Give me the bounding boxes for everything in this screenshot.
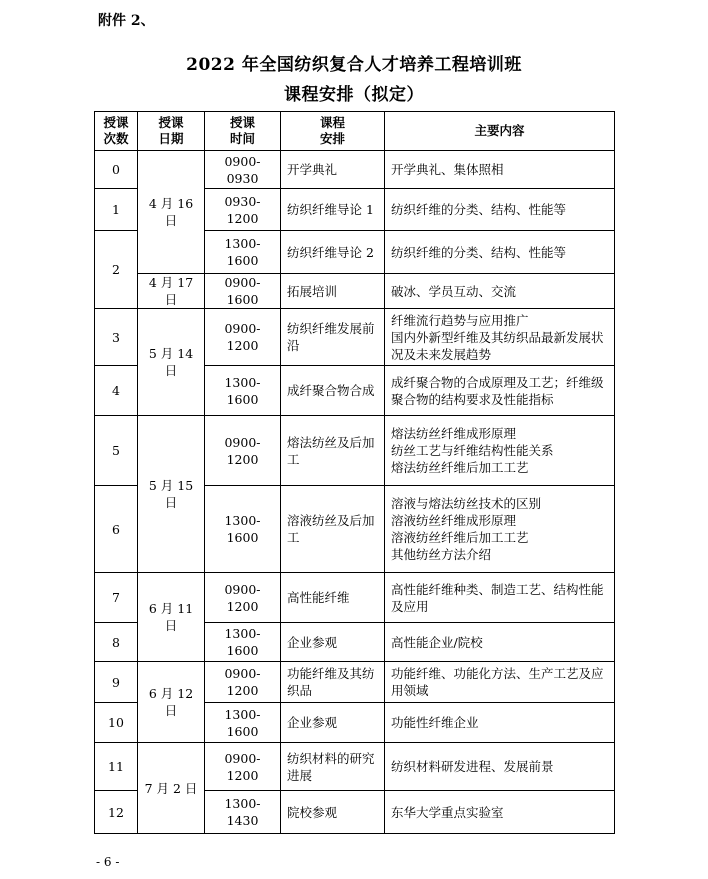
content-cell: 纺织纤维的分类、结构、性能等	[385, 231, 615, 274]
session-cell: 3	[95, 309, 138, 366]
content-cell: 高性能纤维种类、制造工艺、结构性能及应用	[385, 573, 615, 623]
course-cell: 纺织材料的研究进展	[281, 743, 385, 791]
table-row	[95, 662, 615, 703]
session-cell: 4	[95, 366, 138, 416]
table-row	[95, 573, 615, 623]
session-cell: 2	[95, 231, 138, 309]
course-cell: 熔法纺丝及后加工	[281, 416, 385, 486]
content-cell: 破冰、学员互动、交流	[385, 274, 615, 309]
session-cell: 8	[95, 623, 138, 662]
course-cell: 功能纤维及其纺织品	[281, 662, 385, 703]
course-cell: 纺织纤维发展前沿	[281, 309, 385, 366]
header-content: 主要内容	[385, 112, 615, 151]
course-cell: 纺织纤维导论 2	[281, 231, 385, 274]
session-cell: 1	[95, 189, 138, 231]
course-cell: 企业参观	[281, 703, 385, 743]
content-cell: 功能性纤维企业	[385, 703, 615, 743]
content-cell: 纺织材料研发进程、发展前景	[385, 743, 615, 791]
time-cell: 0900-1200	[205, 416, 281, 486]
time-cell: 1300-1600	[205, 366, 281, 416]
content-cell: 纤维流行趋势与应用推广 国内外新型纤维及其纺织品最新发展状况及未来发展趋势	[385, 309, 615, 366]
date-cell: 5 月 14 日	[138, 309, 205, 416]
time-cell: 0900-1200	[205, 309, 281, 366]
session-cell: 12	[95, 791, 138, 834]
session-cell: 0	[95, 151, 138, 189]
time-cell: 1300-1600	[205, 231, 281, 274]
time-cell: 1300-1600	[205, 703, 281, 743]
time-cell: 0900-1200	[205, 573, 281, 623]
date-cell: 4 月 16 日	[138, 151, 205, 274]
course-cell: 溶液纺丝及后加工	[281, 486, 385, 573]
session-cell: 9	[95, 662, 138, 703]
date-cell: 6 月 11 日	[138, 573, 205, 662]
content-cell: 成纤聚合物的合成原理及工艺；纤维级聚合物的结构要求及性能指标	[385, 366, 615, 416]
table-row	[95, 743, 615, 791]
session-cell: 6	[95, 486, 138, 573]
course-cell: 企业参观	[281, 623, 385, 662]
time-cell: 0900-0930	[205, 151, 281, 189]
course-cell: 开学典礼	[281, 151, 385, 189]
time-cell: 0930-1200	[205, 189, 281, 231]
content-cell: 开学典礼、集体照相	[385, 151, 615, 189]
date-cell: 4 月 17 日	[138, 274, 205, 309]
content-cell: 功能纤维、功能化方法、生产工艺及应用领域	[385, 662, 615, 703]
content-cell: 溶液与熔法纺丝技术的区别 溶液纺丝纤维成形原理 溶液纺丝纤维后加工工艺 其他纺丝方法介绍	[385, 486, 615, 573]
document-title: 2022 年全国纺织复合人才培养工程培训班	[186, 55, 522, 75]
date-cell: 5 月 15 日	[138, 416, 205, 573]
date-cell: 7 月 2 日	[138, 743, 205, 834]
time-cell: 1300-1600	[205, 486, 281, 573]
session-cell: 5	[95, 416, 138, 486]
content-cell: 高性能企业/院校	[385, 623, 615, 662]
course-schedule-table	[94, 111, 615, 834]
content-cell: 东华大学重点实验室	[385, 791, 615, 834]
header-date: 授课 日期	[138, 112, 205, 151]
session-cell: 7	[95, 573, 138, 623]
time-cell: 0900-1200	[205, 743, 281, 791]
time-cell: 0900-1600	[205, 274, 281, 309]
session-cell: 10	[95, 703, 138, 743]
content-cell: 纺织纤维的分类、结构、性能等	[385, 189, 615, 231]
session-cell: 11	[95, 743, 138, 791]
table-row	[95, 309, 615, 366]
page-number: - 6 -	[96, 855, 120, 869]
table-row	[95, 416, 615, 486]
course-cell: 高性能纤维	[281, 573, 385, 623]
table-row	[95, 151, 615, 189]
document-subtitle: 课程安排（拟定）	[284, 85, 424, 105]
header-time: 授课 时间	[205, 112, 281, 151]
course-cell: 院校参观	[281, 791, 385, 834]
table-row	[95, 274, 615, 309]
course-cell: 拓展培训	[281, 274, 385, 309]
time-cell: 1300-1600	[205, 623, 281, 662]
table-header-row	[95, 112, 615, 151]
course-cell: 纺织纤维导论 1	[281, 189, 385, 231]
course-cell: 成纤聚合物合成	[281, 366, 385, 416]
attachment-label: 附件 2、	[98, 13, 155, 29]
header-course: 课程 安排	[281, 112, 385, 151]
content-cell: 熔法纺丝纤维成形原理 纺丝工艺与纤维结构性能关系 熔法纺丝纤维后加工工艺	[385, 416, 615, 486]
date-cell: 6 月 12 日	[138, 662, 205, 743]
time-cell: 1300-1430	[205, 791, 281, 834]
time-cell: 0900-1200	[205, 662, 281, 703]
header-session: 授课 次数	[95, 112, 138, 151]
